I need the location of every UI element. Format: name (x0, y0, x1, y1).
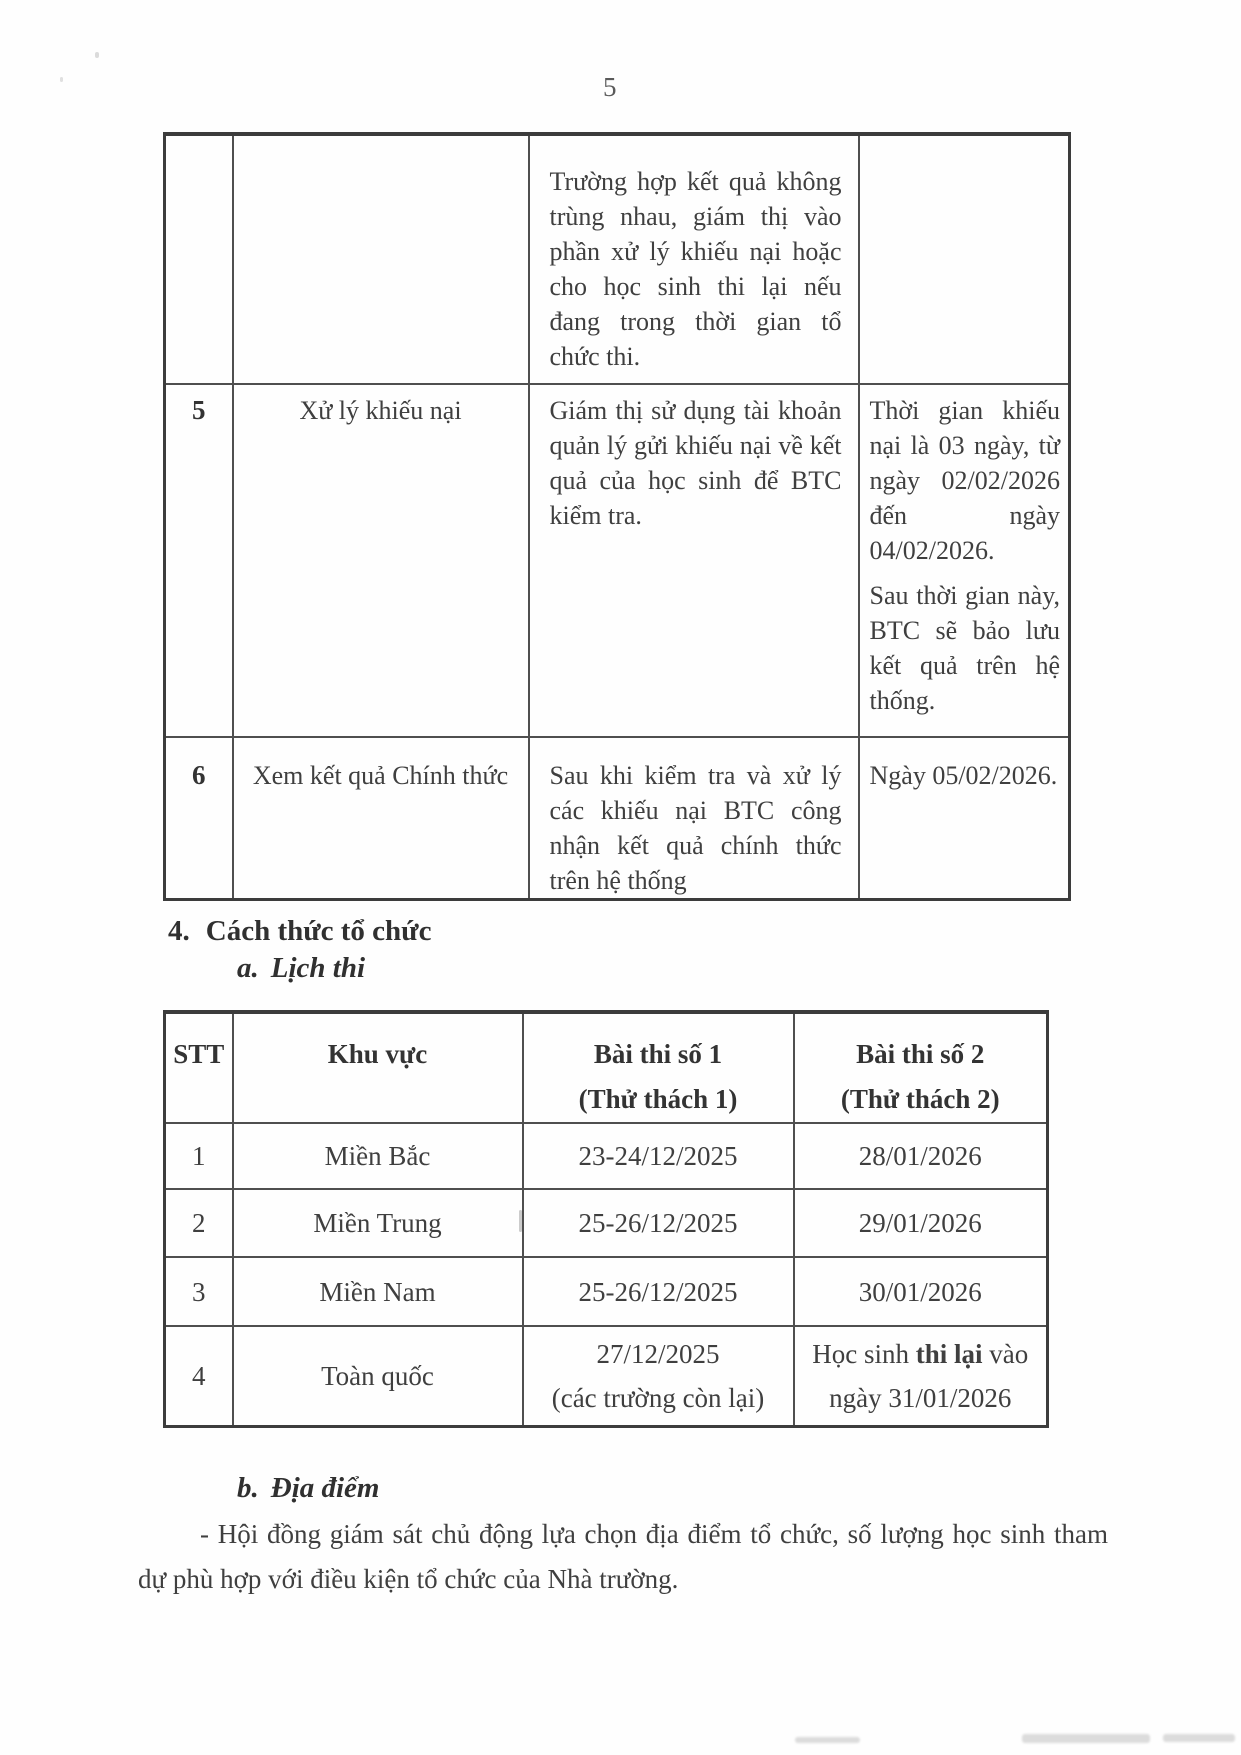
exam2-cell: 29/01/2026 (794, 1189, 1048, 1257)
step-time-cell-empty (859, 134, 1070, 384)
time-paragraph-2: Sau thời gian này, BTC sẽ bảo lưu kết quả trên hệ thống. (869, 581, 1060, 715)
stt-cell: 1 (165, 1123, 233, 1189)
stt-cell-empty (165, 134, 233, 384)
step-description-cell: Giám thị sử dụng tài khoản quản lý gửi khiếu nại về kết quả của học sinh để BTC kiểm tra. (529, 384, 859, 737)
schedule-row-2 (165, 1189, 1048, 1257)
exam2-bold-text: thi lại (915, 1338, 983, 1369)
procedure-row-continuation (165, 134, 1070, 384)
location-note-paragraph: - Hội đồng giám sát chủ động lựa chọn địa điểm tổ chức, số lượng học sinh tham dự phù hợp với điều kiện tổ chức của Nhà trường. (138, 1519, 1108, 1594)
exam2-text: vào (982, 1338, 1029, 1369)
scan-artifact (795, 1737, 860, 1743)
schedule-header-row (165, 1012, 1048, 1123)
stt-cell: 5 (165, 384, 233, 737)
exam2-date: ngày 31/01/2026 (829, 1382, 1012, 1413)
section-title: Cách thức tổ chức (205, 915, 432, 947)
step-description-cell: Sau khi kiểm tra và xử lý các khiếu nại BTC công nhận kết quả chính thức trên hệ thống (529, 737, 859, 900)
region-cell: Miền Nam (233, 1257, 523, 1326)
region-cell: Miền Bắc (233, 1123, 523, 1189)
exam1-cell (523, 1326, 794, 1426)
scan-artifact (60, 77, 63, 82)
subsection-b-label: b. (237, 1472, 259, 1504)
exam2-cell: 28/01/2026 (794, 1123, 1048, 1189)
scan-artifact (519, 1210, 522, 1232)
scan-artifact (95, 52, 99, 58)
subsection-b-title: Địa điểm (270, 1472, 380, 1504)
subsection-a-label: a. (237, 952, 259, 984)
procedure-row-6 (165, 737, 1070, 900)
step-name-cell: Xử lý khiếu nại (233, 384, 529, 737)
subsection-b-heading (237, 1470, 380, 1506)
stt-cell: 2 (165, 1189, 233, 1257)
subsection-a-title: Lịch thi (270, 952, 366, 984)
header-exam2-line1: Bài thi số 2 (856, 1039, 985, 1069)
header-exam2-line2: (Thử thách 2) (840, 1084, 1000, 1114)
stt-cell: 6 (165, 737, 233, 900)
step-time-cell: Ngày 05/02/2026. (859, 737, 1070, 900)
region-cell: Miền Trung (233, 1189, 523, 1257)
exam1-note: (các trường còn lại) (551, 1382, 765, 1413)
time-paragraph-1: Thời gian khiếu nại là 03 ngày, từ ngày 02/02/2026 đến ngày 04/02/2026. (869, 396, 1060, 565)
stt-cell: 3 (165, 1257, 233, 1326)
schedule-row-1 (165, 1123, 1048, 1189)
schedule-row-4 (165, 1326, 1048, 1426)
step-name-cell: Xem kết quả Chính thức (233, 737, 529, 900)
header-exam1 (523, 1012, 794, 1123)
header-stt: STT (165, 1012, 233, 1123)
schedule-row-3 (165, 1257, 1048, 1326)
exam1-date: 27/12/2025 (596, 1338, 720, 1369)
step-name-cell-empty (233, 134, 529, 384)
procedure-table (163, 132, 1071, 901)
section-heading (168, 913, 431, 949)
header-exam1-line1: Bài thi số 1 (593, 1039, 723, 1069)
header-region: Khu vực (233, 1012, 523, 1123)
exam1-cell: 25-26/12/2025 (523, 1189, 794, 1257)
exam2-text: Học sinh (812, 1338, 916, 1369)
stt-cell: 4 (165, 1326, 233, 1426)
step-time-cell (859, 384, 1070, 737)
scan-artifact (1022, 1734, 1150, 1743)
region-cell: Toàn quốc (233, 1326, 523, 1426)
exam1-cell: 25-26/12/2025 (523, 1257, 794, 1326)
page-number: 5 (603, 72, 617, 102)
exam2-cell: 30/01/2026 (794, 1257, 1048, 1326)
subsection-a-heading (237, 950, 365, 986)
scan-artifact (1163, 1734, 1235, 1742)
exam1-cell: 23-24/12/2025 (523, 1123, 794, 1189)
exam2-cell (794, 1326, 1048, 1426)
step-description-cell: Trường hợp kết quả không trùng nhau, giám thị vào phần xử lý khiếu nại hoặc cho học sinh thi lại nếu đang trong thời gian tổ chức thi. (529, 134, 859, 384)
header-exam2 (794, 1012, 1048, 1123)
schedule-table (163, 1010, 1049, 1428)
header-exam1-line2: (Thử thách 1) (578, 1084, 738, 1114)
procedure-row-5 (165, 384, 1070, 737)
section-number: 4. (168, 915, 190, 947)
